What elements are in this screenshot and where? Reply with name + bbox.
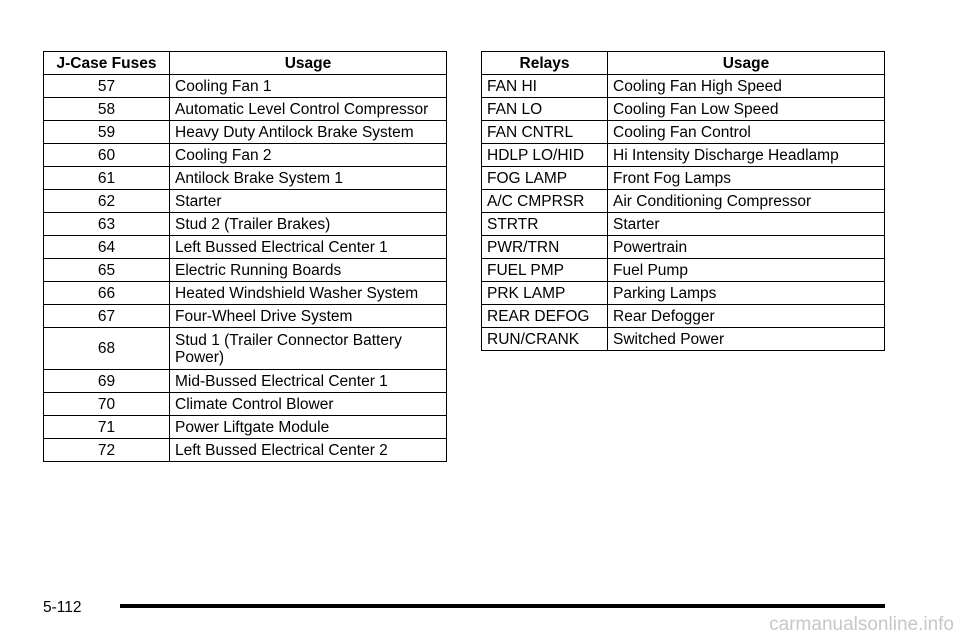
fuse-table bbox=[43, 51, 447, 462]
relay-usage: Cooling Fan High Speed bbox=[608, 75, 885, 98]
table-row bbox=[44, 305, 447, 328]
table-row bbox=[482, 282, 885, 305]
table-row bbox=[44, 167, 447, 190]
fuse-number: 68 bbox=[44, 328, 170, 370]
table-row bbox=[482, 328, 885, 351]
fuse-number: 69 bbox=[44, 370, 170, 393]
table-row bbox=[44, 259, 447, 282]
table-row bbox=[482, 213, 885, 236]
relay-name: PWR/TRN bbox=[482, 236, 608, 259]
table-row bbox=[482, 121, 885, 144]
fuse-number: 71 bbox=[44, 416, 170, 439]
column-header: J-Case Fuses bbox=[44, 52, 170, 75]
fuse-usage: Climate Control Blower bbox=[170, 393, 447, 416]
fuse-usage: Four-Wheel Drive System bbox=[170, 305, 447, 328]
fuse-usage: Left Bussed Electrical Center 2 bbox=[170, 439, 447, 462]
relay-usage: Parking Lamps bbox=[608, 282, 885, 305]
fuse-usage: Starter bbox=[170, 190, 447, 213]
table-row bbox=[44, 416, 447, 439]
fuse-usage: Left Bussed Electrical Center 1 bbox=[170, 236, 447, 259]
table-row bbox=[482, 259, 885, 282]
fuse-usage: Cooling Fan 1 bbox=[170, 75, 447, 98]
relay-name: RUN/CRANK bbox=[482, 328, 608, 351]
relay-name: FAN LO bbox=[482, 98, 608, 121]
column-header: Relays bbox=[482, 52, 608, 75]
table-row bbox=[482, 144, 885, 167]
relay-usage: Cooling Fan Control bbox=[608, 121, 885, 144]
relay-name: STRTR bbox=[482, 213, 608, 236]
table-row bbox=[482, 190, 885, 213]
table-row bbox=[44, 98, 447, 121]
table-header-row bbox=[482, 52, 885, 75]
relay-usage: Switched Power bbox=[608, 328, 885, 351]
fuse-usage: Mid-Bussed Electrical Center 1 bbox=[170, 370, 447, 393]
table-row bbox=[482, 98, 885, 121]
fuse-usage: Antilock Brake System 1 bbox=[170, 167, 447, 190]
fuse-usage: Stud 1 (Trailer Connector Battery Power) bbox=[170, 328, 447, 370]
relay-name: FOG LAMP bbox=[482, 167, 608, 190]
table-header-row bbox=[44, 52, 447, 75]
fuse-usage: Heated Windshield Washer System bbox=[170, 282, 447, 305]
table-row bbox=[44, 190, 447, 213]
table-row bbox=[44, 393, 447, 416]
table-row bbox=[44, 236, 447, 259]
table-row bbox=[482, 236, 885, 259]
table-row bbox=[44, 75, 447, 98]
relay-usage: Rear Defogger bbox=[608, 305, 885, 328]
relay-usage: Cooling Fan Low Speed bbox=[608, 98, 885, 121]
fuse-usage: Heavy Duty Antilock Brake System bbox=[170, 121, 447, 144]
relay-usage: Air Conditioning Compressor bbox=[608, 190, 885, 213]
table-row bbox=[44, 328, 447, 370]
column-header: Usage bbox=[608, 52, 885, 75]
relay-name: FAN HI bbox=[482, 75, 608, 98]
relay-name: A/C CMPRSR bbox=[482, 190, 608, 213]
fuse-usage: Automatic Level Control Compressor bbox=[170, 98, 447, 121]
table-row bbox=[44, 439, 447, 462]
relay-usage: Hi Intensity Discharge Headlamp bbox=[608, 144, 885, 167]
watermark: carmanualsonline.info bbox=[769, 614, 954, 635]
fuse-number: 67 bbox=[44, 305, 170, 328]
table-row bbox=[44, 370, 447, 393]
fuse-number: 58 bbox=[44, 98, 170, 121]
fuse-number: 62 bbox=[44, 190, 170, 213]
fuse-usage: Cooling Fan 2 bbox=[170, 144, 447, 167]
table-row bbox=[44, 144, 447, 167]
fuse-number: 72 bbox=[44, 439, 170, 462]
column-header: Usage bbox=[170, 52, 447, 75]
fuse-number: 61 bbox=[44, 167, 170, 190]
page-number: 5-112 bbox=[43, 599, 82, 616]
fuse-number: 66 bbox=[44, 282, 170, 305]
fuse-number: 65 bbox=[44, 259, 170, 282]
fuse-number: 63 bbox=[44, 213, 170, 236]
table-row bbox=[44, 121, 447, 144]
table-row bbox=[44, 213, 447, 236]
fuse-usage: Stud 2 (Trailer Brakes) bbox=[170, 213, 447, 236]
fuse-usage: Electric Running Boards bbox=[170, 259, 447, 282]
fuse-number: 59 bbox=[44, 121, 170, 144]
relay-usage: Starter bbox=[608, 213, 885, 236]
relay-name: FUEL PMP bbox=[482, 259, 608, 282]
relay-usage: Fuel Pump bbox=[608, 259, 885, 282]
table-row bbox=[482, 305, 885, 328]
relay-name: FAN CNTRL bbox=[482, 121, 608, 144]
footer-rule bbox=[120, 604, 885, 608]
relay-table bbox=[481, 51, 885, 351]
table-row bbox=[482, 167, 885, 190]
relay-usage: Front Fog Lamps bbox=[608, 167, 885, 190]
fuse-number: 70 bbox=[44, 393, 170, 416]
fuse-usage: Power Liftgate Module bbox=[170, 416, 447, 439]
table-row bbox=[482, 75, 885, 98]
fuse-number: 57 bbox=[44, 75, 170, 98]
relay-name: PRK LAMP bbox=[482, 282, 608, 305]
fuse-number: 60 bbox=[44, 144, 170, 167]
relay-usage: Powertrain bbox=[608, 236, 885, 259]
relay-name: HDLP LO/HID bbox=[482, 144, 608, 167]
table-row bbox=[44, 282, 447, 305]
relay-name: REAR DEFOG bbox=[482, 305, 608, 328]
fuse-number: 64 bbox=[44, 236, 170, 259]
